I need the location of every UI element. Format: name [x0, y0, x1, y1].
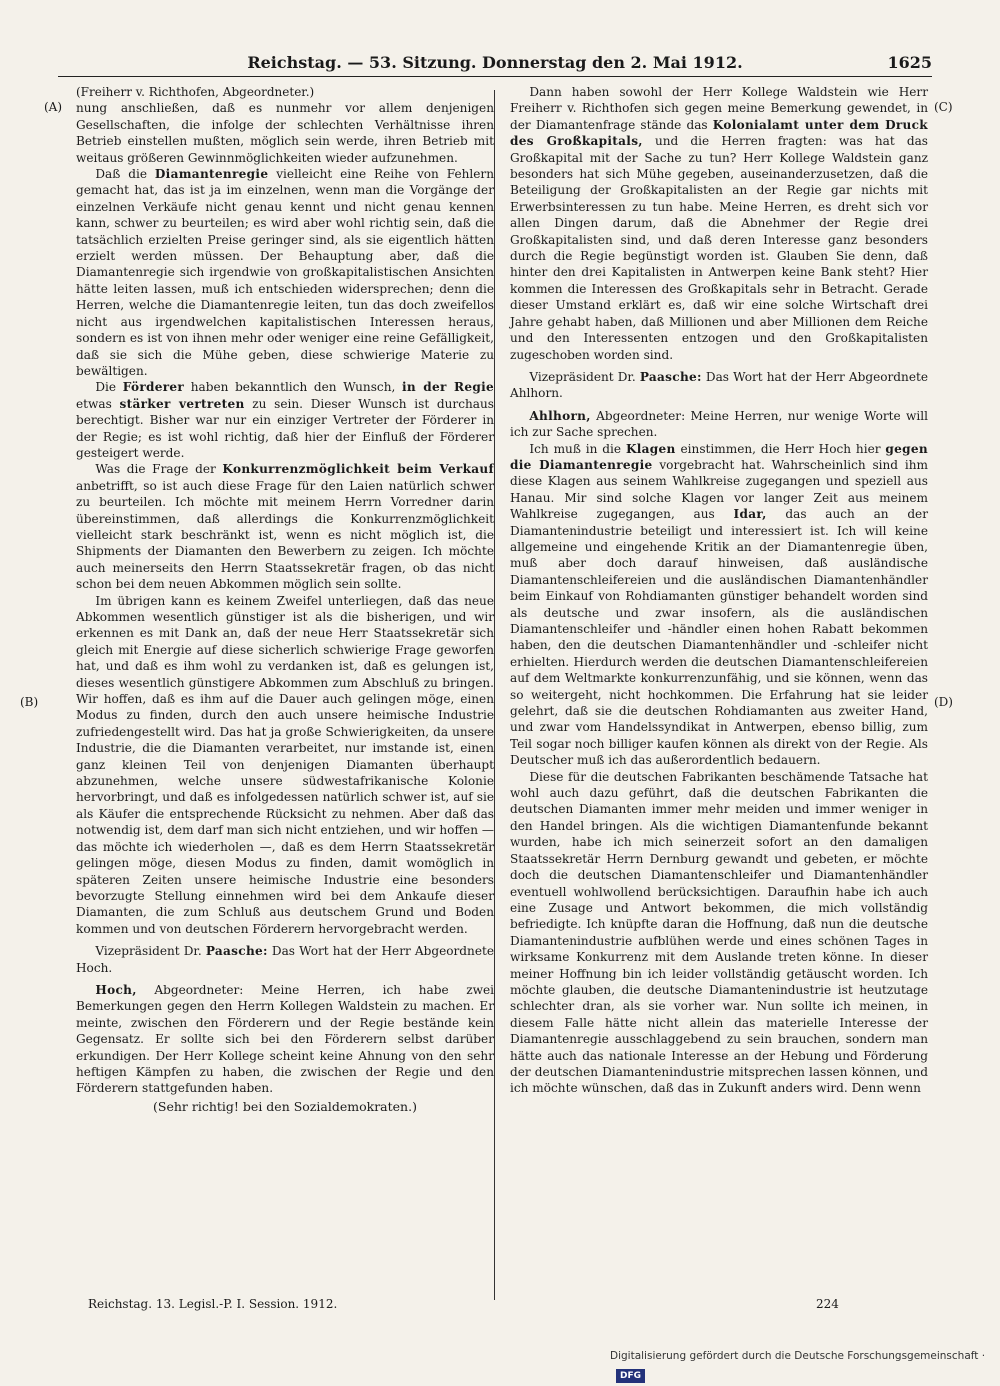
speech-paragraph: Hoch, Abgeordneter: Meine Herren, ich habe zwei Bemerkungen gegen den Herrn Kollegen Waldstein zu machen. Er meinte, zwischen den Förderern und der Regie bestände kein Gegensatz. Er sollte sich bei den Förderern selbst darüber erkundigen. Der Herr Kollege scheint keine Ahnung von den sehr heftigen Kämpfen zu haben, die zwischen der Regie und den Förderern stattgefunden haben.	[76, 982, 494, 1096]
chair-announcement: Vizepräsident Dr. Paasche: Das Wort hat der Herr Abgeordnete Hoch.	[76, 944, 494, 975]
margin-mark-a: (A)	[44, 100, 63, 114]
paragraph: Ich muß in die Klagen einstimmen, die Herr Hoch hier gegen die Diamantenregie vorgebracht hat. Wahrscheinlich sind ihm diese Klagen aus seinem Wahlkreise zugegangen und speziell aus Hanau. Mir sind solche Klagen vor langer Zeit aus meinem Wahlkreise zugegangen, aus Idar, das auch an der Diamantenindustrie beteiligt und interessiert ist. Ich will keine allgemeine und eingehende Kritik an der Diamantenregie üben, muß aber doch darauf hinweisen, daß ausländische Diamantenschleifereien und die ausländischen Diamantenhändler beim Einkauf von Rohdiamanten günstiger behandelt worden sind als deutsche und zwar insofern, als die ausländischen Diamantenschleifer und -händler einen hohen Rabatt bekommen haben, den die deutschen Diamantenhändler und -schleifer nicht erhielten. Hierdurch werden die deutschen Diamantenschleifereien auf dem Weltmarkte konkurrenzunfähig, und sie können, wenn das so weitergeht, nicht hochkommen. Die Erfahrung hat sie leider gelehrt, daß sie die deutschen Rohdiamanten aus zweiter Hand, und zwar vom Handelssyndikat in Antwerpen, ebenso billig, zum Teil sogar noch billiger kaufen können als direkt von der Regie. Als Deutscher muß ich das außerordentlich bedauern.	[510, 441, 928, 768]
paragraph: Diese für die deutschen Fabrikanten beschämende Tatsache hat wohl auch dazu geführt, daß die deutschen Fabrikanten die deutschen Diamanten immer mehr meiden und immer weniger in den Handel bringen. Als die wichtigen Diamantenfunde bekannt wurden, habe ich mich seinerzeit sofort an den damaligen Staatssekretär Herrn Dernburg gewandt und gebeten, er möchte doch die deutschen Diamantenschleifer und Diamantenhändler eventuell wohlwollend berücksichtigen. Daraufhin habe ich auch eine Zusage und Antwort bekommen, die mich vollständig befriedigte. Ich knüpfte daran die Hoffnung, daß nun die deutsche Diamantenindustrie aufblühen werde und eines schönen Tages in wirksame Konkurrenz mit dem Auslande treten könne. In dieser meiner Hoffnung bin ich leider vollständig getäuscht worden. Ich möchte glauben, die deutsche Diamantenindustrie ist heutzutage schlechter dran, als sie vorher war. Nun sollte ich meinen, in diesem Falle hätte nicht allein das materielle Interesse der Diamantenregie ausschlaggebend zu sein brauchen, sondern man hätte auch das nationale Interesse an der Hebung und Förderung der deutschen Diamantenindustrie mitsprechen lassen können, und ich möchte wünschen, daß das in Zukunft anders wird. Denn wenn	[510, 769, 928, 1096]
page-header	[58, 50, 932, 77]
margin-mark-c: (C)	[934, 100, 953, 114]
column-divider	[494, 90, 495, 1300]
margin-mark-b: (B)	[20, 695, 39, 709]
speech-paragraph: Ahlhorn, Abgeordneter: Meine Herren, nur wenige Worte will ich zur Sache sprechen.	[510, 408, 928, 440]
running-title: Reichstag. — 53. Sitzung. Donnerstag den 2. Mai 1912.	[247, 53, 743, 72]
left-column	[76, 84, 494, 1115]
digitization-note	[610, 1346, 990, 1381]
digitization-text: Digitalisierung gefördert durch die Deutsche Forschungsgemeinschaft ·	[610, 1350, 986, 1362]
paragraph: Dann haben sowohl der Herr Kollege Waldstein wie Herr Freiherr v. Richthofen sich gegen meine Bemerkung gewendet, in der Diamantenfrage stände das Kolonialamt unter dem Druck des Großkapitals, und die Herren fragten: was hat das Großkapital mit der Sache zu tun? Herr Kollege Waldstein ganz besonders hat sich Mühe gegeben, auseinanderzusetzen, daß die Beteiligung der Großkapitalisten an der Regie gar nichts mit Erwerbsinteressen zu tun habe. Meine Herren, es dreht sich vor allen Dingen darum, daß die Abnehmer der Regie drei Großkapitalisten sind, und daß deren Interesse ganz besonders durch die Regie begünstigt worden ist. Glauben Sie denn, daß hinter den drei Kapitalisten in Antwerpen keine Bank steht? Hier kommen die Interessen des Großkapitals sehr in Betracht. Gerade dieser Umstand erklärt es, daß wir eine solche Wirtschaft drei Jahre gehabt haben, daß Millionen und aber Millionen dem Reiche und den Interessenten entzogen und den Großkapitalisten zugeschoben worden sind.	[510, 85, 928, 362]
paragraph: nung anschließen, daß es nunmehr vor allem denjenigen Gesellschaften, die infolge der schlechten Verhältnisse ihren Betrieb einstellen mußten, möglich sein werde, ihren Betrieb mit weitaus größeren Gewinnmöglichkeiten wieder aufzunehmen.	[76, 101, 494, 165]
right-column	[510, 84, 928, 1097]
paragraph: Die Förderer haben bekanntlich den Wunsch, in der Regie etwas stärker vertreten zu sein. Dieser Wunsch ist durchaus berechtigt. Bisher war nur ein einziger Vertreter der Förderer in der Regie; es ist wohl richtig, daß hier der Einfluß der Förderer gesteigert werde.	[76, 380, 494, 460]
page-number: 1625	[887, 53, 932, 72]
applause-note: (Sehr richtig! bei den Sozialdemokraten.)	[153, 1098, 417, 1114]
footer-sheet-number: 224	[816, 1297, 839, 1311]
chair-announcement: Vizepräsident Dr. Paasche: Das Wort hat der Herr Abgeordnete Ahlhorn.	[510, 369, 928, 401]
paragraph: Daß die Diamantenregie vielleicht eine Reihe von Fehlern gemacht hat, das ist ja im einzelnen, wenn man die Vorgänge der einzelnen Verkäufe nicht genau kennt und nicht genau kennen kann, schwer zu beurteilen; es wird aber wohl richtig sein, daß die tatsächlich erzielten Preise geringer sind, als sie eigentlich hätten erzielt werden müssen. Der Behauptung aber, daß die Diamantenregie sich irgendwie von großkapitalistischen Ansichten hätte leiten lassen, muß ich entschieden widersprechen; denn die Herren, welche die Diamantenregie leiten, tun das doch zweifellos nicht aus irgendwelchen kapitalistischen Interessen heraus, sondern es ist von ihnen mehr oder weniger eine reine Gefälligkeit, daß sie sich die Mühe geben, diese schwierige Materie zu bewältigen.	[76, 167, 494, 378]
paragraph: Im übrigen kann es keinem Zweifel unterliegen, daß das neue Abkommen wesentlich günstiger ist als die bisherigen, und wir erkennen es mit Dank an, daß der neue Herr Staatssekretär sich gleich mit Energie auf diese sicherlich schwierige Frage geworfen hat, und daß es ihm wohl zu verdanken ist, daß es gelungen ist, dieses wesentlich günstigere Abkommen zum Abschluß zu bringen. Wir hoffen, daß es ihm auf die Dauer auch gelingen möge, einen Modus zu finden, durch den auch unsere heimische Industrie zufriedengestellt wird. Das hat ja große Schwierigkeiten, da unsere Industrie, die die Diamanten verarbeitet, nur imstande ist, einen ganz kleinen Teil von denjenigen Diamanten überhaupt abzunehmen, welche unsere südwestafrikanische Kolonie hervorbringt, und daß es infolgedessen natürlich schwer ist, auf sie als Käufer die entsprechende Rücksicht zu nehmen. Aber daß das notwendig ist, dem darf man sich nicht entziehen, und wir hoffen — das möchte ich wiederholen —, daß es dem Herrn Staatssekretär gelingen möge, diesen Modus zu finden, damit womöglich in späteren Zeiten unsere heimische Industrie eine besonders bevorzugte Stellung einnehmen wird bei dem Ankaufe dieser Diamanten, die zum Schluß aus deutschem Grund und Boden kommen und von deutschen Förderern hervorgebracht werden.	[76, 593, 494, 936]
dfg-logo: DFG	[616, 1369, 645, 1383]
footer-session: Reichstag. 13. Legisl.-P. I. Session. 1912.	[88, 1297, 338, 1311]
paragraph: Was die Frage der Konkurrenzmöglichkeit beim Verkauf anbetrifft, so ist auch diese Frage für den Laien natürlich schwer zu beurteilen. Ich möchte mit meinem Herrn Vorredner darin übereinstimmen, daß allerdings die Konkurrenzmöglichkeit vielleicht stark beschränkt ist, wenn es nicht möglich ist, die Shipments der Diamanten den Bewerbern zu zeigen. Ich möchte auch meinerseits den Herrn Staatssekretär fragen, ob das nicht schon bei dem neuen Abkommen möglich sein sollte.	[76, 462, 494, 592]
margin-mark-d: (D)	[934, 695, 953, 709]
speaker-note: (Freiherr v. Richthofen, Abgeordneter.)	[76, 85, 315, 99]
